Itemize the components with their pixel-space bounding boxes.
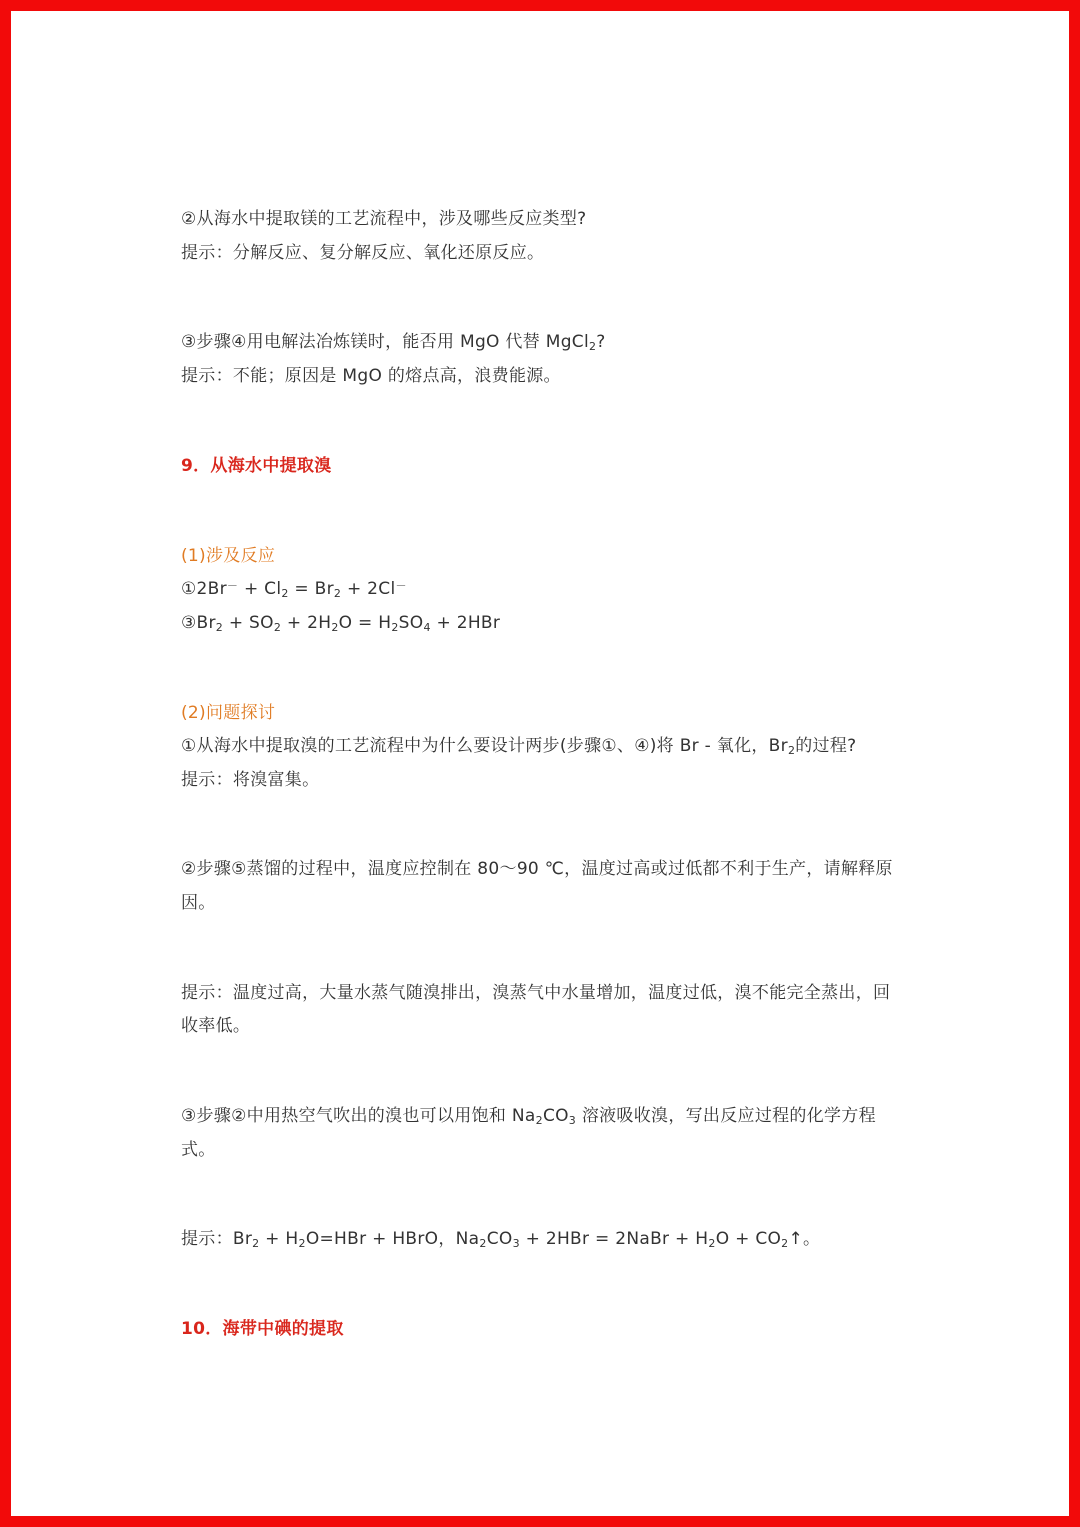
section9-sub2-title: (2)问题探讨	[181, 703, 276, 723]
r3-b5: 4	[423, 621, 431, 634]
sub2-q2-hint-line1: 提示：温度过高，大量水蒸气随溴排出，溴蒸气中水量增加，温度过低，溴不能完全蒸出，回	[181, 983, 891, 1003]
q3-text-b: ?	[596, 332, 606, 352]
r1-b2: 2	[333, 587, 342, 600]
q3h-b6: 2	[781, 1237, 789, 1250]
q3h-b5: 2	[708, 1237, 716, 1250]
r3-t2: + SO	[223, 613, 274, 633]
sub2-q2-line1: ②步骤⑤蒸馏的过程中，温度应控制在 80～90 ℃，温度过高或过低都不利于生产，请解释原	[181, 859, 893, 879]
r1-t2: + Cl	[238, 579, 282, 599]
r3-t3: + 2H	[281, 613, 332, 633]
r3-b4: 2	[391, 621, 399, 634]
section9-title: 9．从海水中提取溴	[181, 456, 332, 476]
r3-t4: O = H	[338, 613, 392, 633]
r3-b1: 2	[215, 621, 224, 634]
sub2-q1-t1: ①从海水中提取溴的工艺流程中为什么要设计两步(步骤①、④)将 Br - 氧化，Br	[181, 736, 788, 756]
sub2-q3-t3: 溶液吸收溴，写出反应过程的化学方程	[576, 1106, 876, 1126]
sub2-q3-b1: 2	[535, 1114, 543, 1127]
q3-hint: 提示：不能；原因是 MgO 的熔点高，浪费能源。	[181, 366, 561, 386]
sub2-q1-b1: 2	[787, 744, 796, 757]
sub2-q2-line2: 因。	[181, 893, 216, 913]
sub2-q1-hint: 提示：将溴富集。	[181, 770, 320, 790]
r1-t3: = Br	[288, 579, 334, 599]
r3-t5: SO	[398, 613, 424, 633]
sub2-q3-hint	[181, 1228, 820, 1250]
r3-t1: ③Br	[181, 613, 216, 633]
section9-sub1-title: (1)涉及反应	[181, 546, 276, 566]
sub2-q3-line1	[181, 1105, 876, 1127]
q3h-t6: O + CO	[715, 1229, 782, 1249]
q3h-t5: + 2HBr = 2NaBr + H	[519, 1229, 709, 1249]
q3-text-a: ③步骤④用电解法冶炼镁时，能否用 MgO 代替 MgCl	[181, 332, 589, 352]
q3h-b2: 2	[298, 1237, 306, 1250]
r3-b3: 2	[331, 621, 339, 634]
q2-hint: 提示：分解反应、复分解反应、氧化还原反应。	[181, 243, 545, 263]
q3-question	[181, 331, 606, 353]
sub2-q3-b2: 3	[568, 1114, 577, 1127]
sub2-q3-t2: CO	[542, 1106, 569, 1126]
sub2-q2-hint-line2: 收率低。	[181, 1016, 251, 1036]
r1-t4: + 2Cl	[341, 579, 396, 599]
q3-subscript: 2	[588, 340, 597, 353]
sub2-q3-line2: 式。	[181, 1140, 216, 1160]
q2-question: ②从海水中提取镁的工艺流程中，涉及哪些反应类型?	[181, 209, 587, 229]
q3h-t2: + H	[259, 1229, 299, 1249]
q3h-b3: 2	[479, 1237, 487, 1250]
reaction-1	[181, 578, 407, 600]
r1-s2: －	[395, 579, 407, 592]
r3-b2: 2	[273, 621, 282, 634]
r3-t6: + 2HBr	[430, 613, 501, 633]
r1-t1: ①2Br	[181, 579, 227, 599]
r1-b1: 2	[281, 587, 289, 600]
q3h-t3: O=HBr + HBrO，Na	[305, 1229, 480, 1249]
reaction-3	[181, 612, 500, 634]
q3h-t1: 提示：Br	[181, 1229, 253, 1249]
section10-title: 10．海带中碘的提取	[181, 1319, 344, 1339]
q3h-b1: 2	[252, 1237, 260, 1250]
r1-s1: －	[226, 579, 239, 592]
sub2-q1	[181, 735, 856, 757]
sub2-q3-t1: ③步骤②中用热空气吹出的溴也可以用饱和 Na	[181, 1106, 536, 1126]
q3h-t4: CO	[486, 1229, 513, 1249]
sub2-q1-t2: 的过程?	[795, 736, 857, 756]
q3h-t7: ↑。	[788, 1229, 821, 1249]
q3h-b4: 3	[512, 1237, 520, 1250]
